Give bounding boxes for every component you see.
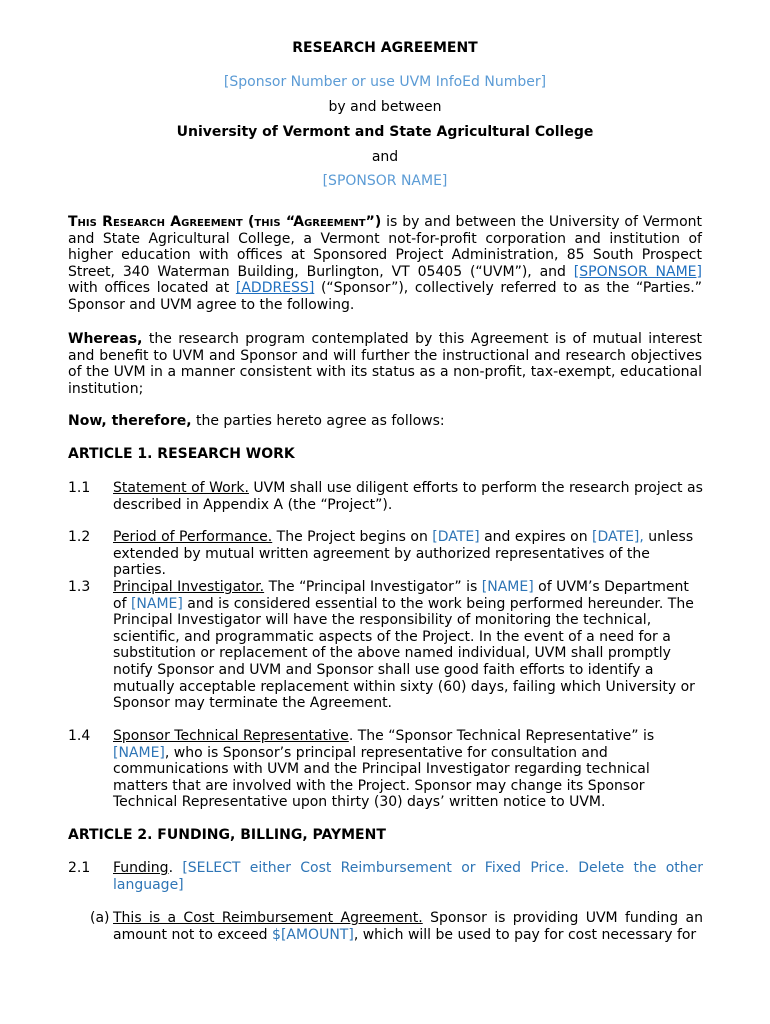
section-1-2-number: 1.2 — [68, 529, 91, 545]
section-1-4-title: Sponsor Technical Representative — [113, 728, 349, 744]
sponsor-name-link[interactable]: [SPONSOR NAME] — [573, 263, 702, 280]
document-title: RESEARCH AGREEMENT — [292, 40, 478, 56]
section-1-3-number: 1.3 — [68, 579, 91, 595]
section-1-3: Principal Investigator. The “Principal Investigator” is [NAME] of UVM’s Department of [NAME] and is considered essential to the work being performed hereunder. The Principal Investigator will have the responsibility of monitoring the technical, scientific, and programmatic aspects of the Project. In the event of a need for a substitution or replacement of the above named individual, UVM shall promptly notify Sponsor and UVM and Sponsor shall use good faith efforts to identify a mutually acceptable replacement within sixty (60) days, failing which University or Sponsor may terminate the Agreement. — [113, 579, 695, 712]
sponsor-number-placeholder: [Sponsor Number or use UVM InfoEd Number] — [223, 74, 547, 90]
whereas-lead: Whereas, — [68, 331, 143, 347]
technical-rep-name-placeholder: [NAME] — [113, 744, 165, 761]
section-1-1-title: Statement of Work. — [113, 480, 249, 496]
section-2-1: Funding. [SELECT either Cost Reimbursement or Fixed Price. Delete the other language] — [113, 860, 704, 893]
subsection-a-label: (a) — [90, 910, 110, 926]
pi-name-placeholder: [NAME] — [481, 579, 534, 595]
article-2-heading: ARTICLE 2. FUNDING, BILLING, PAYMENT — [68, 827, 386, 843]
section-1-3-title: Principal Investigator. — [113, 579, 265, 595]
intro-lead: This Research Agreement (this “Agreement”) — [68, 214, 382, 230]
section-1-2: Period of Performance. The Project begins on [DATE] and expires on [DATE], unless extended by mutual written agreement by authorized representatives of the parties. — [113, 529, 694, 579]
sponsor-name-placeholder: [SPONSOR NAME] — [322, 173, 448, 189]
section-1-4: Sponsor Technical Representative. The “Sponsor Technical Representative” is [NAME], who is Sponsor’s principal representative for consultation and communications with UVM and the Principal Investigator regarding technical matters that are involved with the Project. Sponsor may change its Sponsor Technical Representative upon thirty (30) days’ written notice to UVM. — [113, 728, 655, 811]
amount-placeholder: $[AMOUNT] — [272, 926, 354, 943]
department-name-placeholder: [NAME] — [130, 595, 183, 612]
section-1-2-title: Period of Performance. — [113, 529, 273, 545]
start-date-placeholder: [DATE] — [432, 529, 480, 545]
article-1-heading: ARTICLE 1. RESEARCH WORK — [68, 446, 295, 462]
section-1-4-number: 1.4 — [68, 728, 91, 744]
university-name: University of Vermont and State Agricultural College — [176, 124, 594, 140]
now-therefore-paragraph: Now, therefore, the parties hereto agree as follows: — [68, 413, 445, 429]
by-and-between: by and between — [328, 99, 442, 115]
subsection-a-title: This is a Cost Reimbursement Agreement. — [113, 910, 423, 926]
section-1-1-number: 1.1 — [68, 480, 91, 496]
now-therefore-lead: Now, therefore, — [68, 413, 192, 429]
and-text: and — [371, 149, 399, 165]
address-link[interactable]: [ADDRESS] — [235, 280, 315, 297]
subsection-a: This is a Cost Reimbursement Agreement. Sponsor is providing UVM funding an amount not to exceed $[AMOUNT], which will be used to pay for cost necessary for — [113, 910, 703, 943]
whereas-paragraph: Whereas, the research program contemplated by this Agreement is of mutual interest and benefit to UVM and Sponsor and will further the instructional and research objectives of the UVM in a manner consistent with its status as a non-profit, tax-exempt, educational institution; — [68, 331, 702, 397]
end-date-placeholder: [DATE], — [592, 529, 644, 545]
section-2-1-number: 2.1 — [68, 860, 91, 876]
section-2-1-title: Funding — [113, 860, 169, 876]
funding-select-instruction: [SELECT either Cost Reimbursement or Fixed Price. Delete the other language] — [113, 860, 704, 893]
intro-paragraph: This Research Agreement (this “Agreement”) is by and between the University of Vermont and State Agricultural College, a Vermont not-for-profit corporation and institution of higher education with offices at Sponsored Project Administration, 85 South Prospect Street, 340 Waterman Building, Burlington, VT 05405 (“UVM”), and [SPONSOR NAME] with offices located at [ADDRESS] (“Sponsor”), collectively referred to as the “Parties.” Sponsor and UVM agree to the following. — [68, 214, 702, 313]
section-1-1: Statement of Work. UVM shall use diligent efforts to perform the research project as described in Appendix A (the “Project”). — [113, 480, 703, 513]
